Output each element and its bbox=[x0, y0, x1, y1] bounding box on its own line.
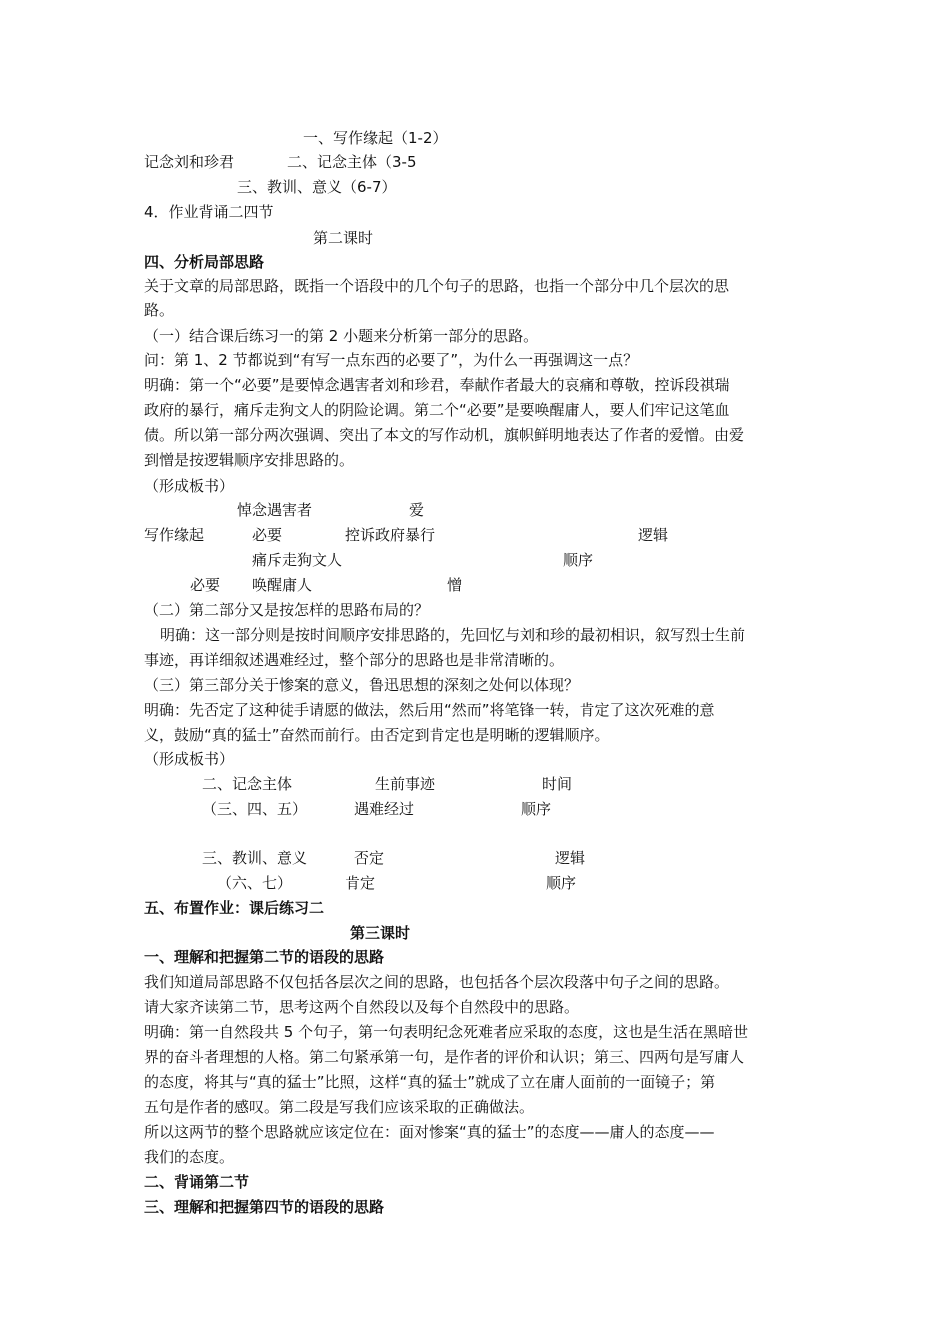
board-cell: 顺序 bbox=[521, 800, 552, 818]
board-cell: （六、七） bbox=[217, 874, 293, 892]
paragraph-line: 关于文章的局部思路，既指一个语段中的几个句子的思路，也指一个部分中几个层次的思 bbox=[144, 277, 730, 295]
board-cell: 控诉政府暴行 bbox=[345, 526, 436, 544]
answer-line: 明确：第一个“必要”是要悼念遇害者刘和珍君，奉献作者最大的哀痛和尊敬，控诉段祺瑞 bbox=[144, 376, 730, 394]
question-2: （二）第二部分又是按怎样的思路布局的？ bbox=[144, 601, 430, 619]
question-ask: 问：第 1、2 节都说到“有写一点东西的必要了”，为什么一再强调这一点？ bbox=[144, 351, 639, 369]
question-1: （一）结合课后练习一的第 2 小题来分析第一部分的思路。 bbox=[144, 327, 539, 345]
answer-line: 五句是作者的感叹。第二段是写我们应该采取的正确做法。 bbox=[144, 1098, 535, 1116]
answer-line: 明确：第一自然段共 5 个句子，第一句表明纪念死难者应采取的态度，这也是生活在黑暗世 bbox=[144, 1023, 749, 1041]
board-cell: 唤醒庸人 bbox=[252, 576, 313, 594]
board-cell: 逻辑 bbox=[638, 526, 669, 544]
outline-item-2: 二、记念主体（3-5 bbox=[287, 153, 417, 171]
lesson-3-heading-3: 三、理解和把握第四节的语段的思路 bbox=[144, 1198, 385, 1216]
answer-line: 明确：先否定了这种徒手请愿的做法，然后用“然而”将笔锋一转，肯定了这次死难的意 bbox=[144, 701, 715, 719]
homework-line: 4．作业背诵二四节 bbox=[144, 203, 274, 221]
lesson-2-title: 第二课时 bbox=[313, 229, 374, 247]
board-cell: 肯定 bbox=[345, 874, 376, 892]
outline-item-1: 一、写作缘起（1-2） bbox=[303, 129, 448, 147]
paragraph-line: 我们知道局部思路不仅包括各层次之间的思路，也包括各个层次段落中句子之间的思路。 bbox=[144, 973, 730, 991]
board-cell: （三、四、五） bbox=[202, 800, 308, 818]
board-cell: 否定 bbox=[354, 849, 385, 867]
section-5-heading: 五、布置作业：课后练习二 bbox=[144, 899, 325, 917]
answer-line: 的态度，将其与“真的猛士”比照，这样“真的猛士”就成了立在庸人面前的一面镜子；第 bbox=[144, 1073, 716, 1091]
answer-line: 政府的暴行，痛斥走狗文人的阴险论调。第二个“必要”是要唤醒庸人，要人们牢记这笔血 bbox=[144, 401, 730, 419]
paragraph-line: 请大家齐读第二节，思考这两个自然段以及每个自然段中的思路。 bbox=[144, 998, 580, 1016]
paragraph-line: 所以这两节的整个思路就应该定位在：面对惨案“真的猛士”的态度——庸人的态度—— bbox=[144, 1123, 715, 1141]
board-cell: 顺序 bbox=[563, 551, 594, 569]
answer-line: 明确：这一部分则是按时间顺序安排思路的，先回忆与刘和珍的最初相识，叙写烈士生前 bbox=[160, 626, 746, 644]
paragraph-line: 路。 bbox=[144, 301, 175, 319]
board-cell: 必要 bbox=[252, 526, 283, 544]
board-cell: 爱 bbox=[409, 501, 425, 519]
board-cell: 二、记念主体 bbox=[202, 775, 293, 793]
board-cell: 三、教训、意义 bbox=[202, 849, 308, 867]
board-cell: 生前事迹 bbox=[375, 775, 436, 793]
lesson-3-heading-1: 一、理解和把握第二节的语段的思路 bbox=[144, 948, 385, 966]
answer-line: 到憎是按逻辑顺序安排思路的。 bbox=[144, 451, 355, 469]
answer-line: 界的奋斗者理想的人格。第二句紧承第一句，是作者的评价和认识；第三、四两句是写庸人 bbox=[144, 1048, 745, 1066]
board-label: （形成板书） bbox=[144, 477, 235, 495]
outline-title: 记念刘和珍君 bbox=[144, 153, 235, 171]
board-cell: 顺序 bbox=[546, 874, 577, 892]
answer-line: 债。所以第一部分两次强调、突出了本文的写作动机，旗帜鲜明地表达了作者的爱憎。由爱 bbox=[144, 426, 745, 444]
lesson-3-heading-2: 二、背诵第二节 bbox=[144, 1173, 250, 1191]
board-cell: 遇难经过 bbox=[354, 800, 415, 818]
board-cell: 写作缘起 bbox=[144, 526, 205, 544]
answer-line: 事迹，再详细叙述遇难经过，整个部分的思路也是非常清晰的。 bbox=[144, 651, 565, 669]
board-cell: 憎 bbox=[447, 576, 463, 594]
section-4-heading: 四、分析局部思路 bbox=[144, 253, 265, 271]
lesson-3-title: 第三课时 bbox=[350, 924, 411, 942]
board-cell: 痛斥走狗文人 bbox=[252, 551, 343, 569]
paragraph-line: 我们的态度。 bbox=[144, 1148, 235, 1166]
question-3: （三）第三部分关于惨案的意义，鲁迅思想的深刻之处何以体现？ bbox=[144, 676, 580, 694]
board-cell: 悼念遇害者 bbox=[237, 501, 313, 519]
board-cell: 必要 bbox=[190, 576, 221, 594]
answer-line: 义，鼓励“真的猛士”奋然而前行。由否定到肯定也是明晰的逻辑顺序。 bbox=[144, 726, 610, 744]
board-label: （形成板书） bbox=[144, 750, 235, 768]
board-cell: 时间 bbox=[542, 775, 573, 793]
board-cell: 逻辑 bbox=[555, 849, 586, 867]
outline-item-3: 三、教训、意义（6-7） bbox=[237, 178, 397, 196]
